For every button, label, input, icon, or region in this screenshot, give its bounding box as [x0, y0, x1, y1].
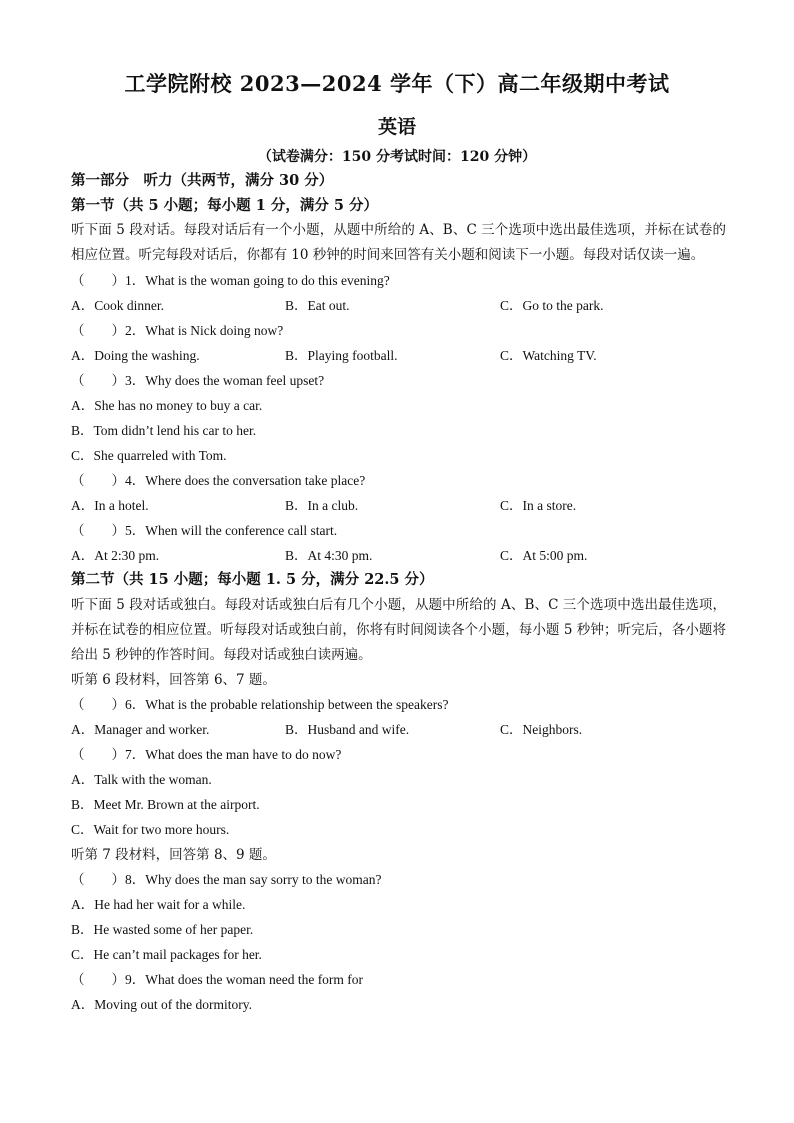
exam-info: （试卷满分：150 分考试时间：120 分钟） — [257, 149, 537, 165]
question-2-option-b: B．Playing football. — [285, 348, 398, 363]
question-5-stem: （ ）5．When will the conference call start. — [71, 523, 338, 538]
material-7-note: 听第 7 段材料，回答第 8、9 题。 — [71, 847, 276, 863]
question-6-option-c: C．Neighbors. — [500, 722, 583, 737]
question-7-option-a: A．Talk with the woman. — [71, 772, 212, 787]
question-8-stem: （ ）8．Why does the man say sorry to the woman? — [71, 872, 382, 887]
question-1-option-c: C．Go to the park. — [500, 298, 604, 313]
question-3-option-a: A．She has no money to buy a car. — [71, 398, 263, 413]
question-7-option-c: C．Wait for two more hours. — [71, 822, 230, 837]
question-2-stem: （ ）2．What is Nick doing now? — [71, 323, 284, 338]
question-4-option-a: A．In a hotel. — [71, 498, 149, 513]
subject-title: 英语 — [377, 116, 416, 138]
question-7-option-b: B．Meet Mr. Brown at the airport. — [71, 797, 260, 812]
section1-instructions: 听下面 5 段对话。每段对话后有一个小题，从题中所给的 A、B、C 三个选项中选出最佳选项，并标在试卷的相应位置。听完每段对话后，你都有 10 秒钟的时间来回答有关小题和阅读下一小题。每段对话仅读一遍。 — [71, 222, 726, 263]
question-2-option-c: C．Watching TV. — [500, 348, 597, 363]
exam-title: 工学院附校 2023—2024 学年（下）高二年级期中考试 — [124, 71, 670, 96]
question-2-option-a: A．Doing the washing. — [71, 348, 200, 363]
question-4-stem: （ ）4．Where does the conversation take place? — [71, 473, 366, 488]
section2-heading: 第二节（共 15 小题；每小题 1. 5 分，满分 22.5 分） — [71, 571, 434, 588]
question-5-option-a: A．At 2:30 pm. — [71, 548, 160, 563]
question-3-option-b: B．Tom didn’t lend his car to her. — [71, 423, 257, 438]
question-8-option-b: B．He wasted some of her paper. — [71, 922, 254, 937]
question-1-stem: （ ）1．What is the woman going to do this evening? — [71, 273, 390, 288]
question-3-stem: （ ）3．Why does the woman feel upset? — [71, 373, 325, 388]
question-6-option-b: B．Husband and wife. — [285, 722, 410, 737]
question-1-option-a: A．Cook dinner. — [71, 298, 164, 313]
part1-heading: 第一部分 听力（共两节，满分 30 分） — [71, 172, 334, 189]
question-7-stem: （ ）7．What does the man have to do now? — [71, 747, 342, 762]
question-8-option-c: C．He can’t mail packages for her. — [71, 947, 262, 962]
material-6-note: 听第 6 段材料，回答第 6、7 题。 — [71, 672, 276, 688]
question-4-option-c: C．In a store. — [500, 498, 577, 513]
section1-heading: 第一节（共 5 小题；每小题 1 分，满分 5 分） — [71, 197, 379, 214]
question-9-option-a: A．Moving out of the dormitory. — [71, 997, 252, 1012]
question-1-option-b: B．Eat out. — [285, 298, 350, 313]
question-5-option-c: C．At 5:00 pm. — [500, 548, 588, 563]
question-9-stem: （ ）9．What does the woman need the form for — [71, 972, 364, 987]
question-4-option-b: B．In a club. — [285, 498, 359, 513]
section2-instructions: 听下面 5 段对话或独白。每段对话或独白后有几个小题，从题中所给的 A、B、C 三个选项中选出最佳选项，并标在试卷的相应位置。听每段对话或独白前，你将有时间阅读各个小题，每小题 5 秒钟；听完后，各小题将给出 5 秒钟的作答时间。每段对话或独白读两遍。 — [71, 597, 726, 663]
question-8-option-a: A．He had her wait for a while. — [71, 897, 246, 912]
question-6-option-a: A．Manager and worker. — [71, 722, 210, 737]
question-5-option-b: B．At 4:30 pm. — [285, 548, 373, 563]
question-3-option-c: C．She quarreled with Tom. — [71, 448, 227, 463]
question-6-stem: （ ）6．What is the probable relationship between the speakers? — [71, 697, 449, 712]
